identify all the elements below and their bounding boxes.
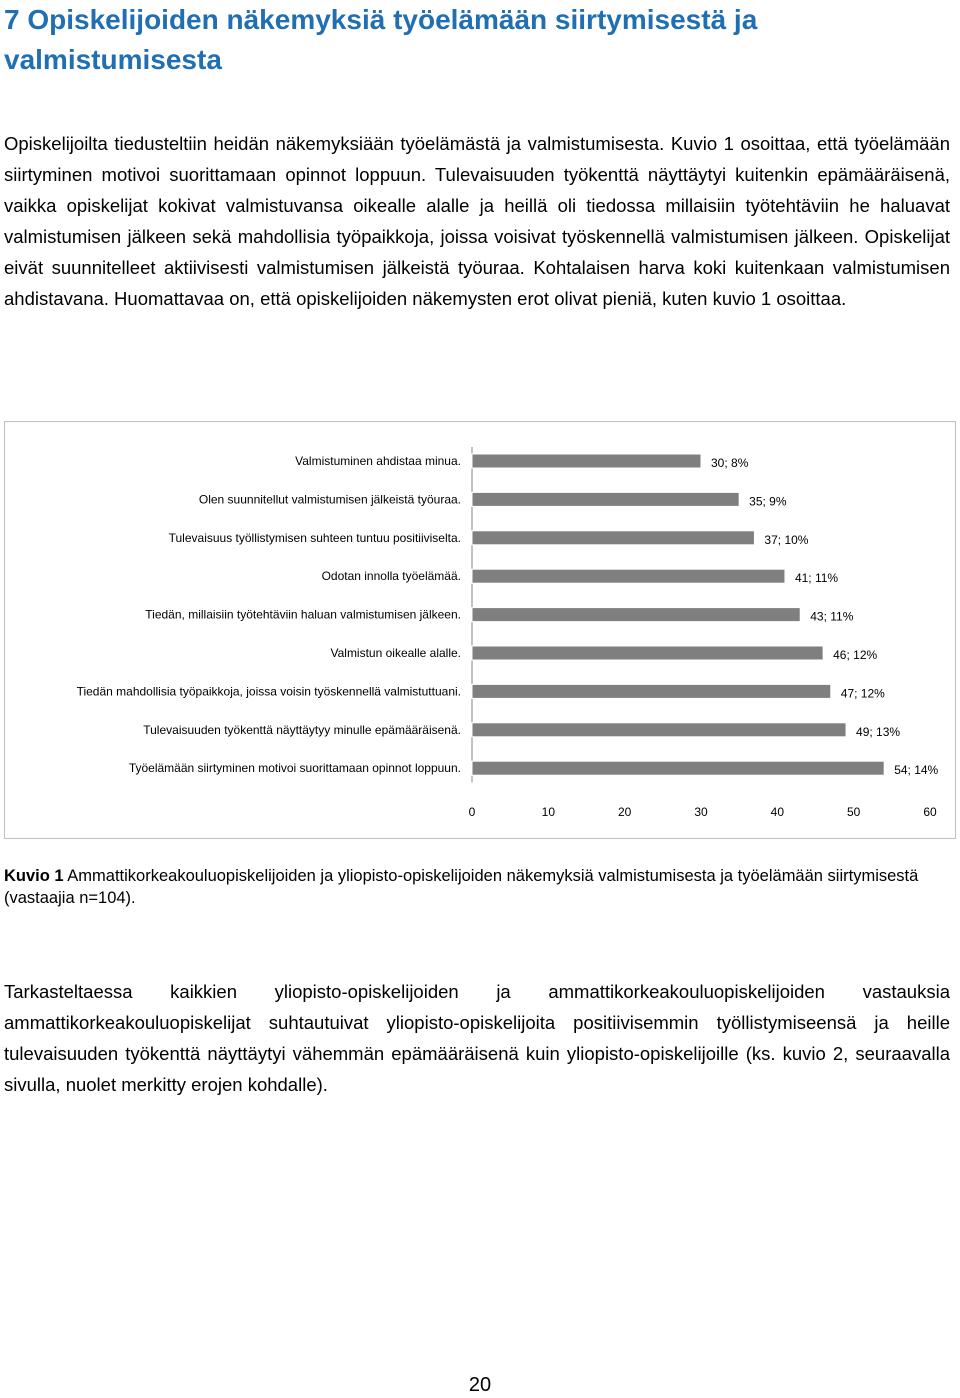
category-label: Valmistuminen ahdistaa minua. — [295, 454, 461, 468]
intro-paragraph: Opiskelijoilta tiedusteltiin heidän näkemyksiään työelämästä ja valmistumisesta. Kuvio 1 osoittaa, että työelämään siirtyminen motivoi suorittamaan opinnot loppuun. Tulevaisuuden työkenttä näyttäytyi kuitenkin epämääräisenä, vaikka opiskelijat kokivat valmistuvansa oikealle alalle ja heillä oli tiedossa millaisiin työtehtäviin he haluavat valmistumisen jälkeen sekä mahdollisia työpaikkoja, joissa voisivat työskennellä valmistumisen jälkeen. Opiskelijat eivät suunnitelleet aktiivisesti valmistumisen jälkeistä työuraa. Kohtalaisen harva koki kuitenkaan valmistumisen ahdistavana. Huomattavaa on, että opiskelijoiden näkemysten erot olivat pieniä, kuten kuvio 1 osoittaa. — [4, 133, 950, 309]
caption-label: Kuvio 1 — [4, 867, 64, 885]
category-label: Tulevaisuus työllistymisen suhteen tuntuu positiiviselta. — [168, 530, 461, 545]
x-tick-label: 0 — [468, 805, 476, 819]
x-tick-label: 50 — [846, 805, 861, 819]
bar — [472, 492, 739, 506]
figure-chart — [4, 421, 956, 839]
data-label: 46; 12% — [833, 648, 878, 662]
figure-caption — [4, 865, 950, 909]
category-label: Odotan innolla työelämää. — [321, 569, 461, 584]
x-tick-label: 60 — [923, 805, 937, 819]
data-label: 37; 10% — [764, 532, 809, 547]
section-heading: 7 Opiskelijoiden näkemyksiä työelämään siirtymisestä ja valmistumisesta — [4, 4, 758, 75]
category-label: Tulevaisuuden työkenttä näyttäytyy minulle epämääräisenä. — [143, 722, 461, 737]
data-label: 43; 11% — [810, 609, 854, 624]
bar — [472, 569, 785, 583]
data-label: 41; 11% — [794, 571, 839, 586]
comparison-paragraph: Tarkasteltaessa kaikkien yliopisto-opiskelijoiden ja ammattikorkeakouluopiskelijoiden vastauksia ammattikorkeakouluopiskelijat suhtautuivat yliopisto-opiskelijoita positiivisemmin työllistymiseensä ja heille tulevaisuuden työkenttä näyttäytyi vähemmän epämääräisenä kuin yliopisto-opiskelijoille (ks. kuvio 2, seuraavalla sivulla, nuolet merkitty erojen kohdalle). — [4, 981, 950, 1095]
data-label: 30; 8% — [711, 456, 749, 470]
category-label: Työelämään siirtyminen motivoi suorittamaan opinnot loppuun. — [128, 761, 461, 776]
data-label: 35; 9% — [749, 494, 787, 509]
bar — [472, 608, 800, 622]
bar-chart — [5, 422, 957, 840]
x-tick-label: 40 — [770, 805, 785, 819]
x-tick-label: 20 — [617, 805, 632, 819]
x-tick-label: 30 — [694, 805, 708, 819]
bar — [472, 723, 846, 737]
category-label: Olen suunnitellut valmistumisen jälkeistä työuraa. — [198, 492, 461, 507]
caption-text: Ammattikorkeakouluopiskelijoiden ja yliopisto-opiskelijoiden näkemyksiä valmistumisesta ja työelämään siirtymisestä (vastaajia n=104). — [4, 867, 919, 907]
bar — [472, 454, 701, 468]
bar — [472, 684, 831, 698]
category-label: Tiedän mahdollisia työpaikkoja, joissa voisin työskennellä valmistuttuani. — [76, 684, 461, 699]
data-label: 47; 12% — [840, 686, 885, 701]
category-label: Valmistun oikealle alalle. — [330, 646, 461, 660]
page-number: 20 — [468, 1374, 492, 1396]
bar — [472, 531, 754, 545]
bar — [472, 761, 884, 775]
bar — [472, 646, 823, 660]
data-label: 54; 14% — [894, 763, 939, 778]
category-label: Tiedän, millaisiin työtehtäviin haluan valmistumisen jälkeen. — [145, 607, 461, 622]
data-label: 49; 13% — [856, 724, 901, 739]
x-tick-label: 10 — [541, 805, 556, 819]
